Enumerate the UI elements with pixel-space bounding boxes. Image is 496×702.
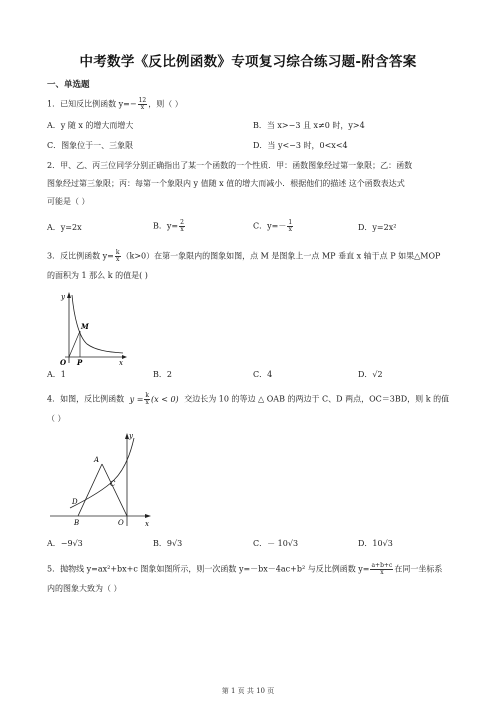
q3-option-a: A．1 <box>47 370 66 379</box>
q2-option-a: A．y=2x <box>47 223 82 232</box>
label-x: x <box>145 520 149 528</box>
q4-line-1: 4．如图，反比例函数 y = $\frac{k}{x}$ (x < 0) 交边长为 10 的等边 △ OAB 的两边于 C、D 两点，OC＝3BD，则 k 的值 <box>47 392 450 406</box>
q2-option-b: B．y= $\frac{2}{x}$ <box>153 219 184 233</box>
label-p: P <box>77 358 83 365</box>
q4-figure <box>48 428 160 528</box>
q3-figure <box>55 287 135 365</box>
label-m: M <box>81 322 89 331</box>
q4-option-c: C．－ 10√3 <box>253 539 299 548</box>
q1-option-a: A．y 随 x 的增大而增大 <box>47 121 134 130</box>
page-footer: 第 1 页 共 10 页 <box>221 687 275 695</box>
q1-fraction: $\frac{12}{x}$ <box>138 97 147 111</box>
q2-line-3: 可能是（ ） <box>47 197 90 206</box>
q4-option-d: D．10√3 <box>358 539 393 548</box>
q2-option-d: D．y=2x² <box>358 223 397 232</box>
label-o: O <box>60 358 67 365</box>
q5-line-1: 5．抛物线 y=ax²+bx+c 图象如图所示，则一次函数 y=－bx－4ac+b² 与反比例函数 y= $\frac{a+b+c}{x}$ 在同一坐标系 <box>47 562 443 576</box>
label-b: B <box>74 519 80 527</box>
q2-line-1: 2．甲、乙、丙三位同学分别正确指出了某一个函数的一个性质．甲：函数图象经过第一象限；乙：函数 <box>47 161 413 170</box>
q5-line-2: 内的图象大致为（ ） <box>47 584 122 593</box>
q3-option-b: B．2 <box>153 370 172 379</box>
q4-option-b: B．9√3 <box>153 539 183 548</box>
q4-option-a: A．−9√3 <box>47 539 83 548</box>
q3-option-d: D．√2 <box>358 370 383 379</box>
hyperbola-curve <box>70 438 134 508</box>
label-o: O <box>118 519 124 527</box>
label-c: C <box>110 480 116 488</box>
x-axis-arrow-icon <box>145 514 151 518</box>
label-x: x <box>119 359 123 365</box>
q3-line-1: 3．反比例函数 y= $\frac{k}{x}$ （k>0）在第一象限内的图象如图，点 M 是图象上一点 MP 垂直 x 轴于点 P 如果△MOP <box>47 249 441 263</box>
q3-option-c: C．4 <box>253 370 273 379</box>
side-ba <box>78 464 102 516</box>
q1-stem: 1．已知反比例函数 y=− $\frac{12}{x}$ ，则（ ） <box>47 97 183 111</box>
q1-option-d: D．当 y<−3 时，0<x<4 <box>253 141 348 150</box>
segment-om <box>69 331 80 357</box>
document-title: 中考数学《反比例函数》专项复习综合练习题-附含答案 <box>79 54 417 70</box>
label-d: D <box>72 498 78 506</box>
label-y: y <box>129 432 133 440</box>
y-axis-arrow-icon <box>67 292 71 298</box>
q1-option-c: C．图象位于一、三象限 <box>47 141 134 150</box>
q2-option-c: C．y=－ $\frac{1}{x}$ <box>253 219 293 233</box>
q3-line-2: 的面积为 1 那么 k 的值是( ) <box>47 271 148 280</box>
q4-line-2: （ ） <box>47 414 66 423</box>
section-heading: 一、单选题 <box>47 80 90 90</box>
q1-option-b: B．当 x>−3 且 x≠0 时，y>4 <box>253 121 365 130</box>
label-a: A <box>94 456 100 464</box>
side-ao <box>102 464 127 516</box>
label-y: y <box>61 293 65 301</box>
q2-line-2: 图象经过第三象限；丙：每第一个象限内 y 值随 x 值的增大而减小．根据他们的描述 这个函数表达式 <box>47 179 405 188</box>
